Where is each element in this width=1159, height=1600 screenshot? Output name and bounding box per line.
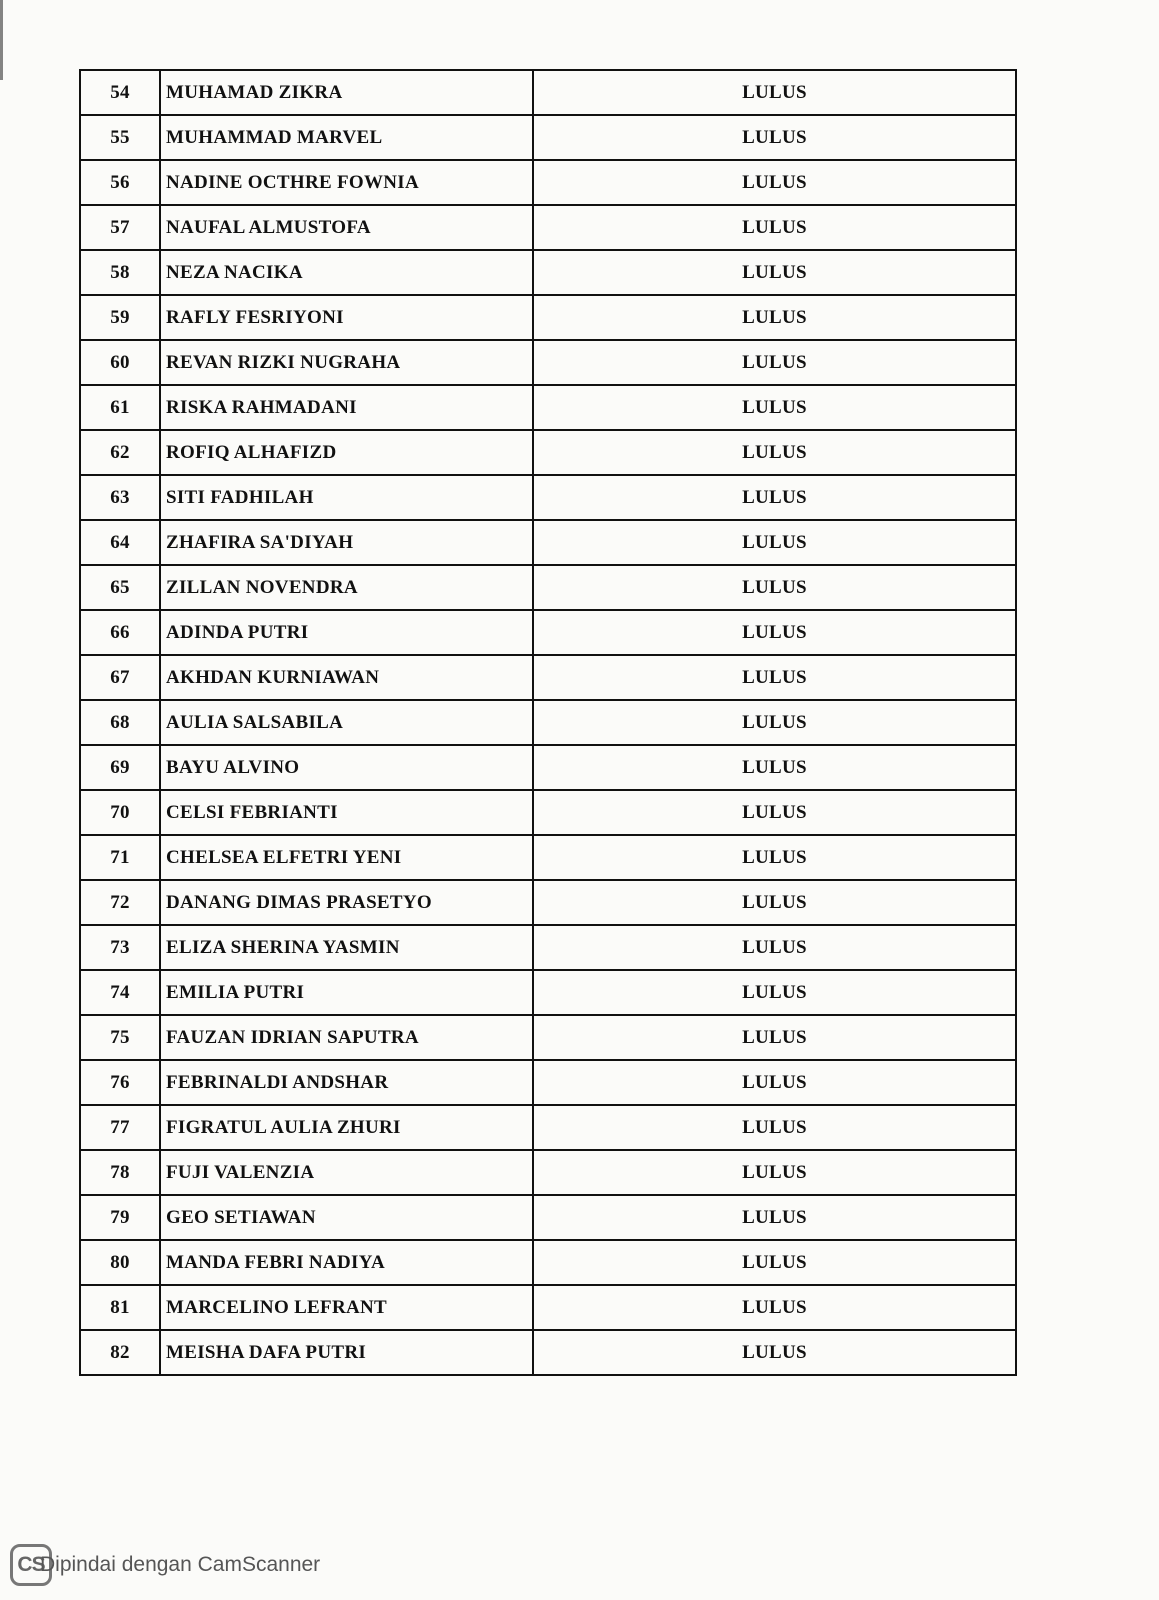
table-row — [80, 205, 1016, 250]
table-body — [80, 70, 1016, 1375]
student-name: ADINDA PUTRI — [160, 610, 533, 655]
table-row — [80, 655, 1016, 700]
row-number: 62 — [80, 430, 160, 475]
scanner-caption: Dipindai dengan CamScanner — [40, 1553, 321, 1576]
row-number: 59 — [80, 295, 160, 340]
status-cell: LULUS — [533, 1195, 1016, 1240]
row-number: 65 — [80, 565, 160, 610]
student-name: FUJI VALENZIA — [160, 1150, 533, 1195]
row-number: 74 — [80, 970, 160, 1015]
status-cell: LULUS — [533, 835, 1016, 880]
table-row — [80, 475, 1016, 520]
camscanner-logo-icon: CS — [10, 1544, 52, 1586]
row-number: 63 — [80, 475, 160, 520]
row-number: 72 — [80, 880, 160, 925]
table-row — [80, 970, 1016, 1015]
row-number: 66 — [80, 610, 160, 655]
table-row — [80, 880, 1016, 925]
student-name: ZILLAN NOVENDRA — [160, 565, 533, 610]
table-row — [80, 1105, 1016, 1150]
status-cell: LULUS — [533, 205, 1016, 250]
student-name: AULIA SALSABILA — [160, 700, 533, 745]
row-number: 64 — [80, 520, 160, 565]
status-cell: LULUS — [533, 880, 1016, 925]
status-cell: LULUS — [533, 70, 1016, 115]
status-cell: LULUS — [533, 385, 1016, 430]
student-name: ROFIQ ALHAFIZD — [160, 430, 533, 475]
table-row — [80, 700, 1016, 745]
row-number: 69 — [80, 745, 160, 790]
row-number: 54 — [80, 70, 160, 115]
status-cell: LULUS — [533, 655, 1016, 700]
student-name: MUHAMAD ZIKRA — [160, 70, 533, 115]
row-number: 60 — [80, 340, 160, 385]
table-row — [80, 610, 1016, 655]
table-row — [80, 835, 1016, 880]
status-cell: LULUS — [533, 1150, 1016, 1195]
row-number: 68 — [80, 700, 160, 745]
status-cell: LULUS — [533, 250, 1016, 295]
table-row — [80, 520, 1016, 565]
student-name: NADINE OCTHRE FOWNIA — [160, 160, 533, 205]
row-number: 80 — [80, 1240, 160, 1285]
student-name: NAUFAL ALMUSTOFA — [160, 205, 533, 250]
table-row — [80, 340, 1016, 385]
row-number: 81 — [80, 1285, 160, 1330]
student-name: MUHAMMAD MARVEL — [160, 115, 533, 160]
row-number: 56 — [80, 160, 160, 205]
table-row — [80, 1060, 1016, 1105]
status-cell: LULUS — [533, 745, 1016, 790]
student-name: DANANG DIMAS PRASETYO — [160, 880, 533, 925]
student-name: ZHAFIRA SA'DIYAH — [160, 520, 533, 565]
student-name: RAFLY FESRIYONI — [160, 295, 533, 340]
table-row — [80, 115, 1016, 160]
status-cell: LULUS — [533, 1060, 1016, 1105]
table-row — [80, 250, 1016, 295]
status-cell: LULUS — [533, 970, 1016, 1015]
row-number: 71 — [80, 835, 160, 880]
status-cell: LULUS — [533, 700, 1016, 745]
status-cell: LULUS — [533, 115, 1016, 160]
student-name: MANDA FEBRI NADIYA — [160, 1240, 533, 1285]
student-name: CHELSEA ELFETRI YENI — [160, 835, 533, 880]
table-row — [80, 1150, 1016, 1195]
status-cell: LULUS — [533, 520, 1016, 565]
row-number: 73 — [80, 925, 160, 970]
student-name: ELIZA SHERINA YASMIN — [160, 925, 533, 970]
student-name: EMILIA PUTRI — [160, 970, 533, 1015]
table-row — [80, 1285, 1016, 1330]
row-number: 82 — [80, 1330, 160, 1375]
status-cell: LULUS — [533, 790, 1016, 835]
student-name: CELSI FEBRIANTI — [160, 790, 533, 835]
table-row — [80, 565, 1016, 610]
status-cell: LULUS — [533, 925, 1016, 970]
table-row — [80, 385, 1016, 430]
table-row — [80, 295, 1016, 340]
student-name: SITI FADHILAH — [160, 475, 533, 520]
status-cell: LULUS — [533, 295, 1016, 340]
row-number: 67 — [80, 655, 160, 700]
row-number: 57 — [80, 205, 160, 250]
table-row — [80, 925, 1016, 970]
student-name: FEBRINALDI ANDSHAR — [160, 1060, 533, 1105]
student-name: BAYU ALVINO — [160, 745, 533, 790]
row-number: 76 — [80, 1060, 160, 1105]
row-number: 58 — [80, 250, 160, 295]
status-cell: LULUS — [533, 1285, 1016, 1330]
status-cell: LULUS — [533, 340, 1016, 385]
table-row — [80, 430, 1016, 475]
table-row — [80, 160, 1016, 205]
status-cell: LULUS — [533, 1105, 1016, 1150]
student-name: RISKA RAHMADANI — [160, 385, 533, 430]
student-name: FIGRATUL AULIA ZHURI — [160, 1105, 533, 1150]
row-number: 61 — [80, 385, 160, 430]
table-row — [80, 70, 1016, 115]
row-number: 79 — [80, 1195, 160, 1240]
row-number: 77 — [80, 1105, 160, 1150]
scanner-watermark — [10, 1544, 320, 1586]
table-row — [80, 1015, 1016, 1060]
row-number: 70 — [80, 790, 160, 835]
status-cell: LULUS — [533, 475, 1016, 520]
table-row — [80, 1195, 1016, 1240]
student-name: GEO SETIAWAN — [160, 1195, 533, 1240]
status-cell: LULUS — [533, 1330, 1016, 1375]
table-row — [80, 790, 1016, 835]
row-number: 78 — [80, 1150, 160, 1195]
table-row — [80, 1330, 1016, 1375]
status-cell: LULUS — [533, 1015, 1016, 1060]
student-name: FAUZAN IDRIAN SAPUTRA — [160, 1015, 533, 1060]
page-edge-mark — [0, 0, 3, 80]
row-number: 55 — [80, 115, 160, 160]
row-number: 75 — [80, 1015, 160, 1060]
status-cell: LULUS — [533, 160, 1016, 205]
status-cell: LULUS — [533, 430, 1016, 475]
student-name: MEISHA DAFA PUTRI — [160, 1330, 533, 1375]
status-cell: LULUS — [533, 610, 1016, 655]
student-name: NEZA NACIKA — [160, 250, 533, 295]
student-name: REVAN RIZKI NUGRAHA — [160, 340, 533, 385]
student-name: AKHDAN KURNIAWAN — [160, 655, 533, 700]
table-row — [80, 1240, 1016, 1285]
table-row — [80, 745, 1016, 790]
graduation-results-table — [79, 69, 1017, 1376]
status-cell: LULUS — [533, 565, 1016, 610]
status-cell: LULUS — [533, 1240, 1016, 1285]
student-name: MARCELINO LEFRANT — [160, 1285, 533, 1330]
